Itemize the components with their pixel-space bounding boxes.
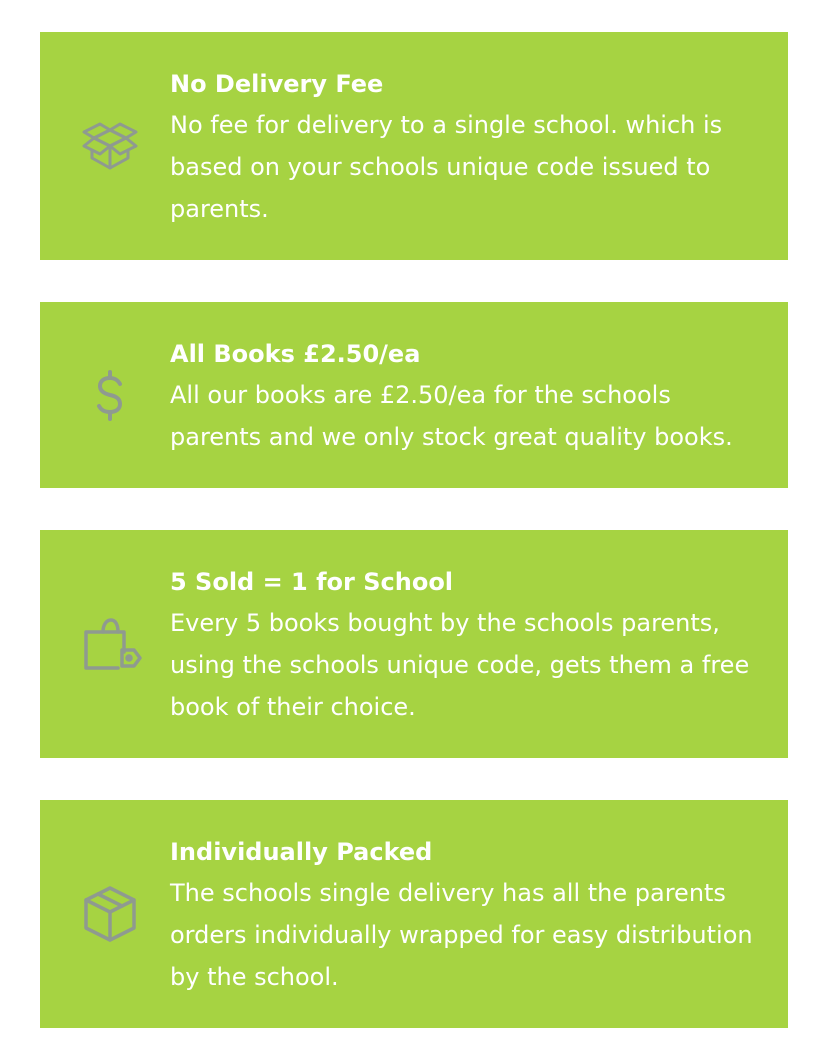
feature-title: All Books £2.50/ea [170, 340, 421, 368]
feature-text [170, 338, 760, 458]
open-box-icon [78, 114, 142, 178]
feature-description: All our books are £2.50/ea for the schools parents and we only stock great quality books. [170, 381, 733, 451]
feature-card-no-delivery-fee [40, 32, 788, 260]
feature-title: 5 Sold = 1 for School [170, 568, 454, 596]
package-icon [78, 882, 142, 946]
feature-title: Individually Packed [170, 838, 433, 866]
dollar-icon [78, 364, 142, 428]
feature-text [170, 566, 760, 728]
shopping-bag-tag-icon [78, 612, 142, 676]
feature-description: The schools single delivery has all the parents orders individually wrapped for easy distribution by the school. [170, 879, 753, 991]
feature-card-school-reward [40, 530, 788, 758]
feature-card-individually-packed [40, 800, 788, 1028]
feature-card-book-price [40, 302, 788, 488]
feature-text [170, 68, 760, 230]
feature-description: Every 5 books bought by the schools parents, using the schools unique code, gets them a free book of their choice. [170, 609, 750, 721]
feature-description: No fee for delivery to a single school. which is based on your schools unique code issued to parents. [170, 111, 723, 223]
feature-title: No Delivery Fee [170, 70, 384, 98]
feature-text [170, 836, 760, 998]
